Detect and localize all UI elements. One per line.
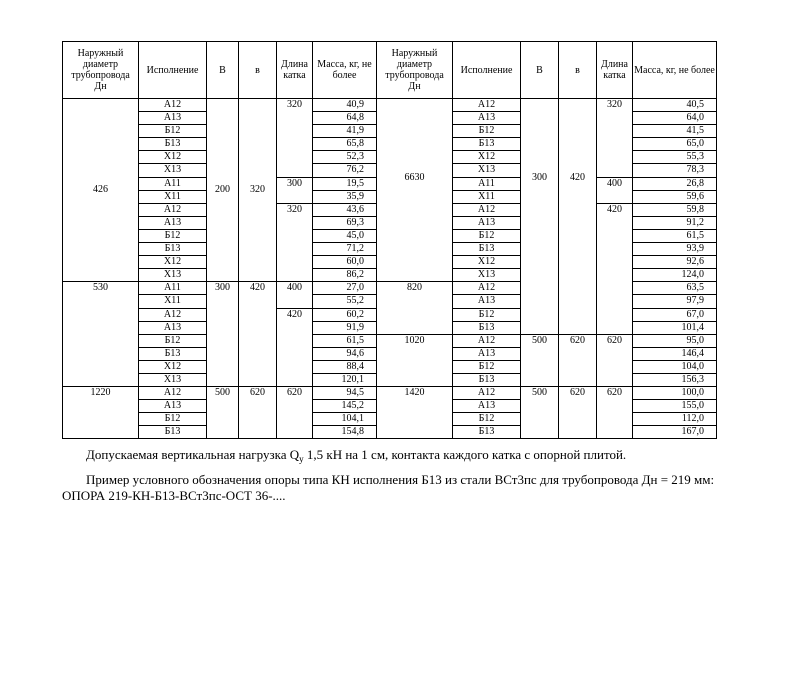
- left-mass-cell: 76,2: [313, 164, 377, 177]
- right-variant-cell: А13: [453, 112, 521, 125]
- right-roller-length-cell: 620: [597, 334, 633, 386]
- left-diameter-cell: [63, 99, 139, 282]
- right-variant-cell: Б13: [453, 321, 521, 334]
- right-variant-cell: А13: [453, 216, 521, 229]
- left-roller-length-cell: 620: [277, 387, 313, 439]
- left-mass-cell: 86,2: [313, 269, 377, 282]
- left-mass-cell: 88,4: [313, 360, 377, 373]
- left-B-cell-value: 200: [215, 183, 230, 195]
- right-b-cell: [559, 334, 597, 386]
- right-variant-cell: Б12: [453, 308, 521, 321]
- left-mass-cell: 45,0: [313, 229, 377, 242]
- left-variant-cell: Х11: [139, 190, 207, 203]
- left-mass-cell: 40,9: [313, 99, 377, 112]
- right-variant-cell: Х12: [453, 256, 521, 269]
- header-B: В: [207, 42, 239, 99]
- left-variant-cell: Х13: [139, 164, 207, 177]
- table-row: [63, 99, 717, 112]
- left-mass-cell: 19,5: [313, 177, 377, 190]
- right-mass-cell: 78,3: [633, 164, 717, 177]
- left-variant-cell: Б13: [139, 426, 207, 439]
- header-diameter: Наружный диаметр трубопровода Дн: [63, 42, 139, 99]
- right-mass-cell: 92,6: [633, 256, 717, 269]
- right-diameter-cell-value: 1420: [404, 387, 425, 399]
- left-mass-cell: 94,5: [313, 387, 377, 400]
- right-variant-cell: А12: [453, 203, 521, 216]
- left-variant-cell: Б13: [139, 138, 207, 151]
- right-mass-cell: 26,8: [633, 177, 717, 190]
- right-mass-cell: 65,0: [633, 138, 717, 151]
- right-mass-cell: 95,0: [633, 334, 717, 347]
- right-diameter-cell: [377, 387, 453, 439]
- header-variant: Исполнение: [139, 42, 207, 99]
- document: [62, 41, 716, 503]
- left-diameter-cell: [63, 387, 139, 439]
- left-mass-cell: 27,0: [313, 282, 377, 295]
- left-variant-cell: Х12: [139, 360, 207, 373]
- left-variant-cell: А13: [139, 400, 207, 413]
- left-variant-cell: Б12: [139, 125, 207, 138]
- right-mass-cell: 156,3: [633, 373, 717, 386]
- left-mass-cell: 41,9: [313, 125, 377, 138]
- right-B-cell: [521, 387, 559, 439]
- table-row: [63, 334, 717, 347]
- right-variant-cell: Б12: [453, 229, 521, 242]
- left-roller-length-cell: 320: [277, 203, 313, 282]
- right-roller-length-cell: 420: [597, 203, 633, 334]
- left-variant-cell: А12: [139, 203, 207, 216]
- left-diameter-cell-value: 1220: [90, 387, 111, 399]
- right-diameter-cell-value: 6630: [404, 171, 425, 183]
- left-b-cell-value: 620: [250, 387, 265, 399]
- left-mass-cell: 145,2: [313, 400, 377, 413]
- right-mass-cell: 41,5: [633, 125, 717, 138]
- right-mass-cell: 167,0: [633, 426, 717, 439]
- right-mass-cell: 124,0: [633, 269, 717, 282]
- left-mass-cell: 91,9: [313, 321, 377, 334]
- left-mass-cell: 64,8: [313, 112, 377, 125]
- header-mass: Масса, кг, не более: [633, 42, 717, 99]
- right-diameter-cell: [377, 334, 453, 386]
- right-variant-cell: Х12: [453, 151, 521, 164]
- left-variant-cell: Б13: [139, 347, 207, 360]
- right-variant-cell: Б13: [453, 138, 521, 151]
- left-variant-cell: А12: [139, 308, 207, 321]
- load-note-text: Допускаемая вертикальная нагрузка Q: [86, 447, 300, 463]
- left-variant-cell: Х13: [139, 269, 207, 282]
- left-variant-cell: Б12: [139, 229, 207, 242]
- header-row: [63, 42, 717, 99]
- left-roller-length-cell: 320: [277, 99, 313, 178]
- header-variant: Исполнение: [453, 42, 521, 99]
- left-diameter-cell-value: 530: [93, 282, 108, 294]
- left-roller-length-cell: 420: [277, 308, 313, 387]
- left-B-cell: [207, 99, 239, 282]
- left-b-cell: [239, 99, 277, 282]
- right-mass-cell: 59,8: [633, 203, 717, 216]
- right-mass-cell: 155,0: [633, 400, 717, 413]
- header-diameter: Наружный диаметр трубопровода Дн: [377, 42, 453, 99]
- right-variant-cell: Х13: [453, 164, 521, 177]
- left-mass-cell: 55,2: [313, 295, 377, 308]
- left-mass-cell: 35,9: [313, 190, 377, 203]
- right-b-cell: [559, 387, 597, 439]
- right-mass-cell: 146,4: [633, 347, 717, 360]
- left-variant-cell: А11: [139, 282, 207, 295]
- header-roller-length: Длина катка: [597, 42, 633, 99]
- header-B: В: [521, 42, 559, 99]
- right-b-cell-value: 620: [570, 334, 585, 346]
- right-roller-length-cell: 320: [597, 99, 633, 178]
- right-mass-cell: 59,6: [633, 190, 717, 203]
- right-mass-cell: 104,0: [633, 360, 717, 373]
- left-variant-cell: Х12: [139, 256, 207, 269]
- left-mass-cell: 60,2: [313, 308, 377, 321]
- right-mass-cell: 112,0: [633, 413, 717, 426]
- left-variant-cell: Х12: [139, 151, 207, 164]
- right-roller-length-cell: 400: [597, 177, 633, 203]
- right-diameter-cell-value: 1020: [404, 334, 425, 346]
- left-B-cell-value: 300: [215, 282, 230, 294]
- right-B-cell-value: 500: [532, 334, 547, 346]
- designation-code: ОПОРА 219-КН-Б13-ВСт3пс-ОСТ 36-....: [62, 488, 286, 504]
- right-mass-cell: 101,4: [633, 321, 717, 334]
- left-variant-cell: А13: [139, 321, 207, 334]
- load-note-subscript: у: [299, 454, 304, 465]
- left-b-cell: [239, 387, 277, 439]
- left-mass-cell: 69,3: [313, 216, 377, 229]
- right-variant-cell: Б13: [453, 426, 521, 439]
- left-b-cell-value: 320: [250, 183, 265, 195]
- right-mass-cell: 67,0: [633, 308, 717, 321]
- left-variant-cell: А13: [139, 112, 207, 125]
- left-b-cell: [239, 282, 277, 387]
- left-mass-cell: 61,5: [313, 334, 377, 347]
- right-mass-cell: 93,9: [633, 243, 717, 256]
- left-b-cell-value: 420: [250, 282, 265, 294]
- right-variant-cell: А12: [453, 387, 521, 400]
- load-note-text-end: 1,5 кН на 1 см, контакта каждого катка с опорной плитой.: [303, 447, 627, 463]
- right-variant-cell: А13: [453, 295, 521, 308]
- left-variant-cell: А12: [139, 99, 207, 112]
- right-mass-cell: 64,0: [633, 112, 717, 125]
- left-roller-length-cell: 400: [277, 282, 313, 308]
- header-b: в: [239, 42, 277, 99]
- left-roller-length-cell: 300: [277, 177, 313, 203]
- left-variant-cell: А13: [139, 216, 207, 229]
- right-variant-cell: Б12: [453, 125, 521, 138]
- right-variant-cell: Х11: [453, 190, 521, 203]
- left-variant-cell: Х11: [139, 295, 207, 308]
- left-variant-cell: Б12: [139, 334, 207, 347]
- right-variant-cell: Х13: [453, 269, 521, 282]
- left-variant-cell: А12: [139, 387, 207, 400]
- right-variant-cell: Б12: [453, 413, 521, 426]
- left-mass-cell: 154,8: [313, 426, 377, 439]
- left-variant-cell: Б13: [139, 243, 207, 256]
- table-body: [63, 99, 717, 439]
- left-variant-cell: Б12: [139, 413, 207, 426]
- right-diameter-cell-value: 820: [407, 282, 422, 294]
- left-mass-cell: 94,6: [313, 347, 377, 360]
- left-diameter-cell-value: 426: [93, 183, 108, 195]
- right-mass-cell: 61,5: [633, 229, 717, 242]
- left-mass-cell: 71,2: [313, 243, 377, 256]
- load-note: [62, 447, 716, 465]
- right-B-cell: [521, 334, 559, 386]
- left-mass-cell: 120,1: [313, 373, 377, 386]
- header-mass: Масса, кг, не более: [313, 42, 377, 99]
- left-B-cell: [207, 282, 239, 387]
- right-mass-cell: 63,5: [633, 282, 717, 295]
- right-b-cell-value: 420: [570, 171, 585, 183]
- right-mass-cell: 40,5: [633, 99, 717, 112]
- supports-spec-table: [62, 41, 717, 439]
- right-B-cell: [521, 99, 559, 335]
- right-b-cell: [559, 99, 597, 335]
- right-diameter-cell: [377, 282, 453, 334]
- right-mass-cell: 97,9: [633, 295, 717, 308]
- left-mass-cell: 65,8: [313, 138, 377, 151]
- right-mass-cell: 100,0: [633, 387, 717, 400]
- left-mass-cell: 43,6: [313, 203, 377, 216]
- right-variant-cell: А12: [453, 99, 521, 112]
- left-variant-cell: А11: [139, 177, 207, 190]
- right-variant-cell: А13: [453, 400, 521, 413]
- right-roller-length-cell: 620: [597, 387, 633, 439]
- right-diameter-cell: [377, 99, 453, 282]
- right-mass-cell: 55,3: [633, 151, 717, 164]
- right-variant-cell: А13: [453, 347, 521, 360]
- left-variant-cell: Х13: [139, 373, 207, 386]
- left-mass-cell: 104,1: [313, 413, 377, 426]
- table-row: [63, 387, 717, 400]
- right-variant-cell: А12: [453, 282, 521, 295]
- header-roller-length: Длина катка: [277, 42, 313, 99]
- left-diameter-cell: [63, 282, 139, 387]
- header-b: в: [559, 42, 597, 99]
- left-mass-cell: 60,0: [313, 256, 377, 269]
- right-variant-cell: А11: [453, 177, 521, 190]
- left-B-cell: [207, 387, 239, 439]
- right-B-cell-value: 300: [532, 171, 547, 183]
- right-variant-cell: Б13: [453, 373, 521, 386]
- right-variant-cell: Б13: [453, 243, 521, 256]
- right-B-cell-value: 500: [532, 387, 547, 399]
- right-b-cell-value: 620: [570, 387, 585, 399]
- right-variant-cell: Б12: [453, 360, 521, 373]
- right-mass-cell: 91,2: [633, 216, 717, 229]
- left-B-cell-value: 500: [215, 387, 230, 399]
- right-variant-cell: А12: [453, 334, 521, 347]
- designation-example: Пример условного обозначения опоры типа КН исполнения Б13 из стали ВСт3пс для трубопровода Дн = 219 мм:: [86, 472, 715, 488]
- left-mass-cell: 52,3: [313, 151, 377, 164]
